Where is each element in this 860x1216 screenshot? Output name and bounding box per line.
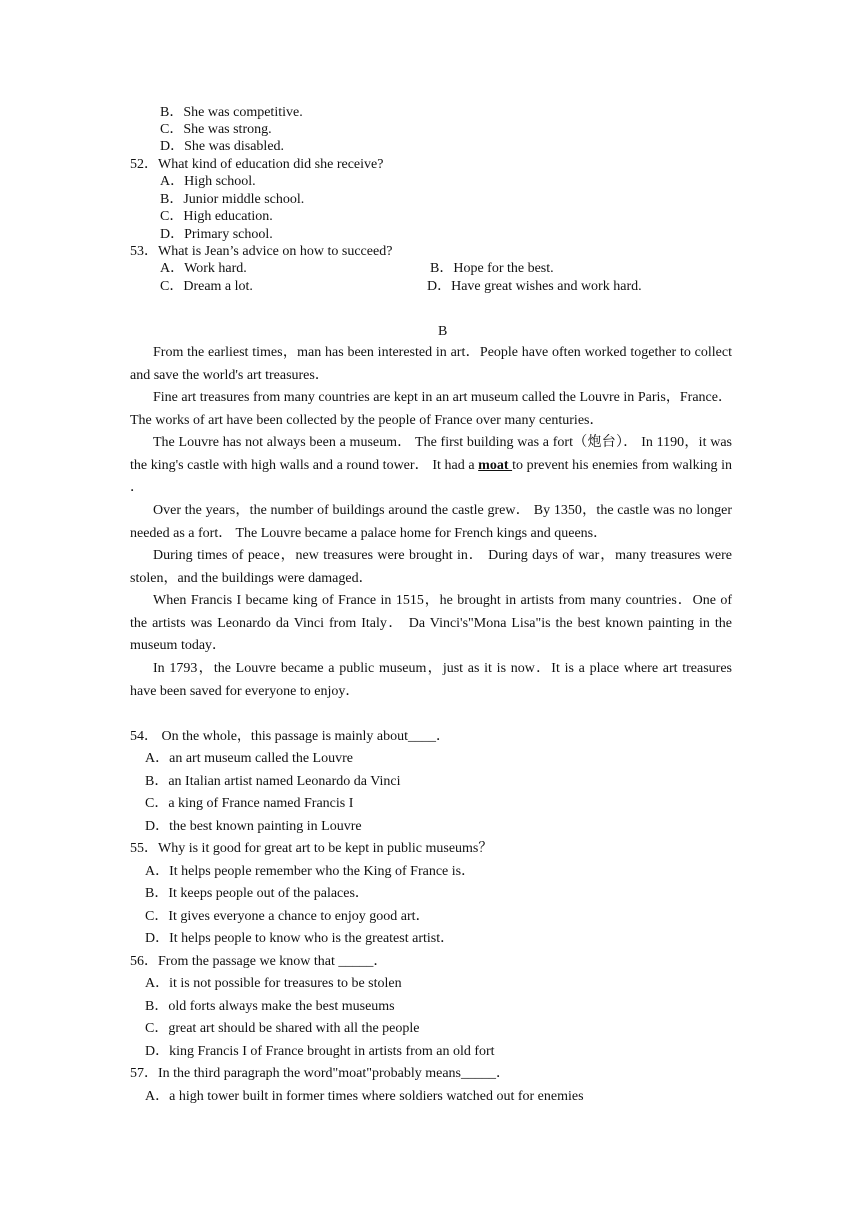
q55-option-c: C．It gives everyone a chance to enjoy good art． xyxy=(145,909,430,924)
q54-option-a: A．an art museum called the Louvre xyxy=(145,751,353,766)
section-title: B xyxy=(438,324,448,339)
q57-option-a: A．a high tower built in former times where soldiers watched out for enemies xyxy=(145,1089,584,1104)
q52-option-d: D．Primary school. xyxy=(160,227,273,242)
q56-option-a: A．it is not possible for treasures to be stolen xyxy=(145,976,402,991)
q52-option-b: B．Junior middle school. xyxy=(160,192,305,207)
q54-stem: 54． On the whole，this passage is mainly about____． xyxy=(130,729,451,744)
q54-option-d: D．the best known painting in Louvre xyxy=(145,819,362,834)
q53-option-a: A．Work hard. xyxy=(160,261,247,276)
passage-paragraph-2: Fine art treasures from many countries are kept in an art museum called the Louvre in Paris，France． The works of art have been collected by the people of France over many centuries． xyxy=(130,390,732,428)
q51-option-c: C．She was strong. xyxy=(160,122,272,137)
passage-paragraph-6: When Francis I became king of France in 1515，he brought in artists from many countries．One of the artists was Leonardo da Vinci from Italy． Da Vinci's"Mona Lisa"is the best known painting in the museum today． xyxy=(130,593,732,653)
q56-stem: 56．From the passage we know that _____． xyxy=(130,954,388,969)
q52-option-a: A．High school. xyxy=(160,174,256,189)
q55-option-d: D．It helps people to know who is the greatest artist． xyxy=(145,931,455,946)
q53-option-c: C．Dream a lot. xyxy=(160,279,253,294)
q57-stem: 57．In the third paragraph the word"moat"probably means_____． xyxy=(130,1066,511,1081)
q55-option-b: B．It keeps people out of the palaces． xyxy=(145,886,369,901)
passage-paragraph-1: From the earliest times，man has been interested in art．People have often worked together to collect and save the world's art treasures． xyxy=(130,345,732,383)
passage-paragraph-4: Over the years，the number of buildings around the castle grew． By 1350，the castle was no longer needed as a fort． The Louvre became a palace home for French kings and queens． xyxy=(130,503,732,541)
q54-option-b: B．an Italian artist named Leonardo da Vinci xyxy=(145,774,401,789)
passage-paragraph-7: In 1793，the Louvre became a public museum，just as it is now．It is a place where art treasures have been saved for everyone to enjoy． xyxy=(130,661,732,699)
q51-option-b: B．She was competitive. xyxy=(160,105,303,120)
q55-stem: 55．Why is it good for great art to be kept in public museums？ xyxy=(130,841,493,856)
q56-option-d: D．king Francis I of France brought in artists from an old fort xyxy=(145,1044,495,1059)
passage-paragraph-3: The Louvre has not always been a museum． The first building was a fort（炮台）． In 1190，it was the king's castle with high walls and a round tower． It had a moat to prevent his enemies from walking in ． xyxy=(130,435,732,495)
q56-option-c: C．great art should be shared with all the people xyxy=(145,1021,420,1036)
q53-option-b: B．Hope for the best. xyxy=(430,261,554,276)
q53-stem: 53．What is Jean’s advice on how to succeed? xyxy=(130,244,393,259)
q56-option-b: B．old forts always make the best museums xyxy=(145,999,395,1014)
passage-paragraph-5: During times of peace，new treasures were brought in． During days of war，many treasures were stolen，and the buildings were damaged． xyxy=(130,548,732,586)
q51-option-d: D．She was disabled. xyxy=(160,139,285,154)
q52-stem: 52．What kind of education did she receive? xyxy=(130,157,384,172)
q52-option-c: C．High education. xyxy=(160,209,273,224)
q55-option-a: A．It helps people remember who the King of France is． xyxy=(145,864,476,879)
q53-option-d: D．Have great wishes and work hard. xyxy=(427,279,642,294)
moat-keyword: moat xyxy=(478,457,513,473)
q54-option-c: C．a king of France named Francis I xyxy=(145,796,354,811)
